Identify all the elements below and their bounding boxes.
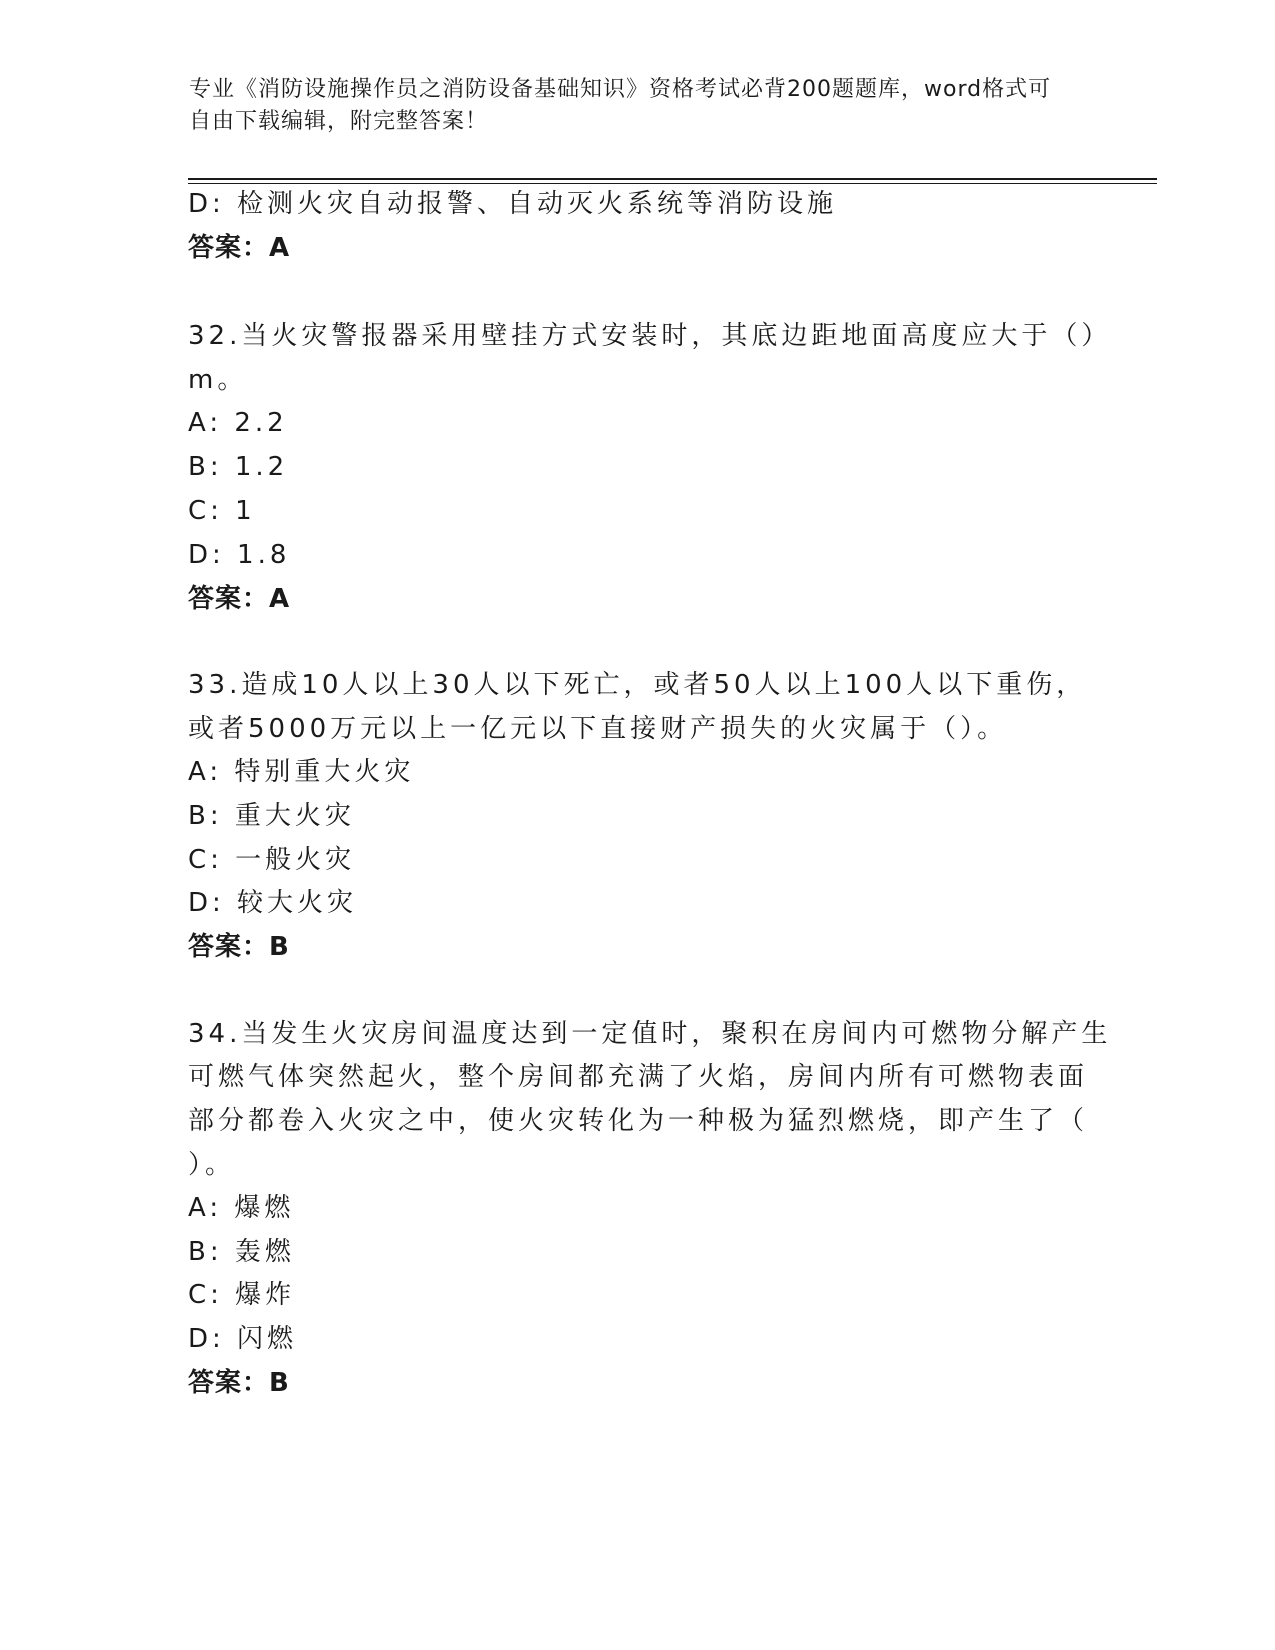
q34-stem-line2: 可燃气体突然起火，整个房间都充满了火焰，房间内所有可燃物表面 [188, 1062, 1089, 1092]
q34-option-a: A: 爆燃 [188, 1193, 295, 1223]
q33-option-d: D: 较大火灾 [188, 888, 358, 918]
q33-stem-line1: 33.造成10人以上30人以下死亡，或者50人以上100人以下重伤， [188, 670, 1087, 700]
q32-stem-line1: 32.当火灾警报器采用壁挂方式安装时，其底边距地面高度应大于（） [188, 321, 1112, 351]
q32-stem-line2: m。 [188, 365, 248, 395]
q33-option-b: B: 重大火灾 [188, 801, 355, 831]
q34-answer: 答案：B [188, 1368, 290, 1398]
q34-stem-line4: ）。 [188, 1150, 236, 1180]
prev-answer: 答案：A [188, 233, 291, 263]
q33-answer: 答案：B [188, 932, 290, 962]
q32-option-b: B: 1.2 [188, 452, 289, 482]
header-divider-thick [188, 178, 1157, 180]
q34-stem-line3: 部分都卷入火灾之中，使火灾转化为一种极为猛烈燃烧，即产生了（ [188, 1106, 1089, 1136]
q32-option-a: A: 2.2 [188, 408, 288, 438]
page-header: 专业《消防设施操作员之消防设备基础知识》资格考试必背200题题库，word格式可自由下载编辑，附完整答案！ [189, 77, 1052, 134]
q32-answer: 答案：A [188, 584, 291, 614]
q32-option-c: C: 1 [188, 496, 256, 526]
q34-option-c: C: 爆炸 [188, 1280, 296, 1310]
header-divider-thin [188, 183, 1157, 184]
q32-option-d: D: 1.8 [188, 540, 291, 570]
q34-option-d: D: 闪燃 [188, 1324, 298, 1354]
q33-stem-line2: 或者5000万元以上一亿元以下直接财产损失的火灾属于（）。 [188, 714, 1008, 744]
q33-option-c: C: 一般火灾 [188, 845, 356, 875]
q34-option-b: B: 轰燃 [188, 1237, 295, 1267]
q33-option-a: A: 特别重大火灾 [188, 757, 415, 787]
prev-option-d: D: 检测火灾自动报警、自动灭火系统等消防设施 [188, 189, 838, 219]
q34-stem-line1: 34.当发生火灾房间温度达到一定值时，聚积在房间内可燃物分解产生 [188, 1019, 1112, 1049]
